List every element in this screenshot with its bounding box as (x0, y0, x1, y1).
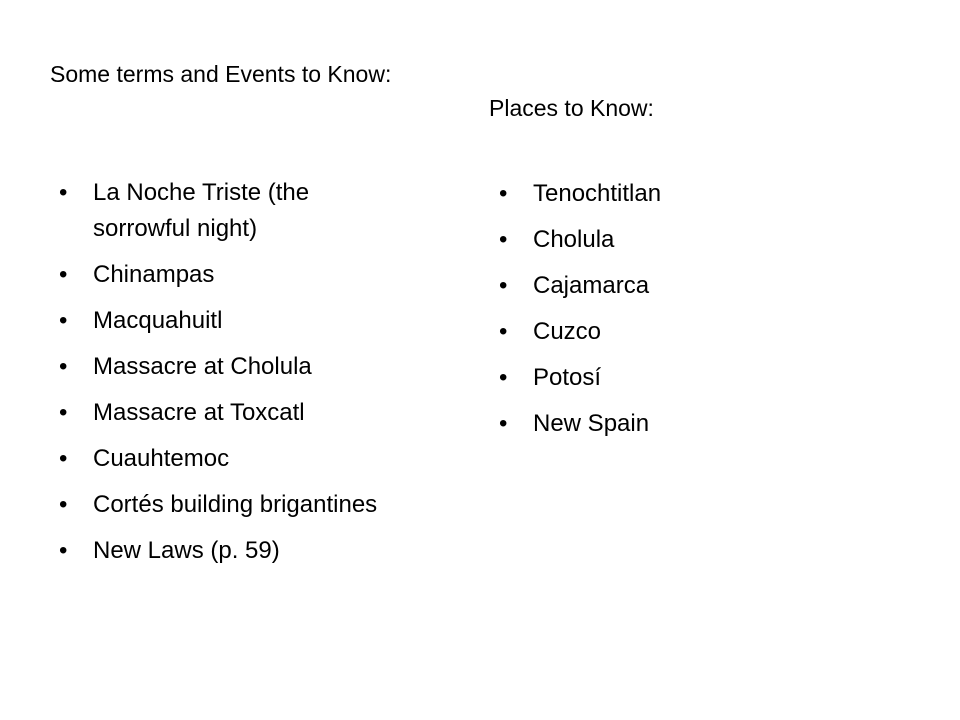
list-item (59, 487, 399, 523)
list-item-label: Cholula (533, 226, 615, 253)
places-list (499, 175, 829, 451)
list-item (59, 257, 399, 293)
bullet-icon: • (499, 364, 508, 391)
bullet-icon: • (59, 491, 68, 518)
bullet-icon: • (59, 445, 68, 472)
list-item-label: Cuauhtemoc (93, 445, 230, 472)
bullet-icon: • (499, 226, 508, 253)
list-item-label: Massacre at Toxcatl (93, 399, 305, 426)
list-item-label: Massacre at Cholula (93, 353, 312, 380)
terms-list (59, 175, 399, 579)
list-item-label: Cajamarca (533, 272, 650, 299)
list-item (499, 267, 829, 305)
list-item (59, 349, 399, 385)
list-item-label: Cortés building brigantines (93, 491, 378, 518)
bullet-icon: • (59, 307, 68, 334)
list-item (499, 313, 829, 351)
list-item (59, 395, 399, 431)
list-item (499, 221, 829, 259)
bullet-icon: • (499, 180, 508, 207)
bullet-icon: • (499, 272, 508, 299)
bullet-icon: • (59, 399, 68, 426)
bullet-icon: • (59, 261, 68, 288)
list-item-label: Macquahuitl (93, 307, 223, 334)
list-item (59, 441, 399, 477)
list-item-label: Potosí (533, 364, 602, 391)
list-item-label: Chinampas (93, 261, 215, 288)
bullet-icon: • (59, 353, 68, 380)
list-item-label: Cuzco (533, 318, 602, 345)
list-item-label: New Laws (p. 59) (93, 537, 280, 564)
bullet-icon: • (499, 410, 508, 437)
bullet-icon: • (59, 537, 68, 564)
list-item (499, 175, 829, 213)
bullet-icon: • (499, 318, 508, 345)
list-item-label: La Noche Triste (the sorrowful night) (93, 179, 310, 242)
list-item (59, 175, 399, 247)
list-item (59, 303, 399, 339)
list-item-label: Tenochtitlan (533, 180, 662, 207)
list-item (499, 405, 829, 443)
list-item-label: New Spain (533, 410, 650, 437)
terms-heading: Some terms and Events to Know: (50, 61, 392, 87)
list-item (499, 359, 829, 397)
places-heading: Places to Know: (489, 95, 654, 121)
list-item (59, 533, 399, 569)
bullet-icon: • (59, 179, 68, 206)
